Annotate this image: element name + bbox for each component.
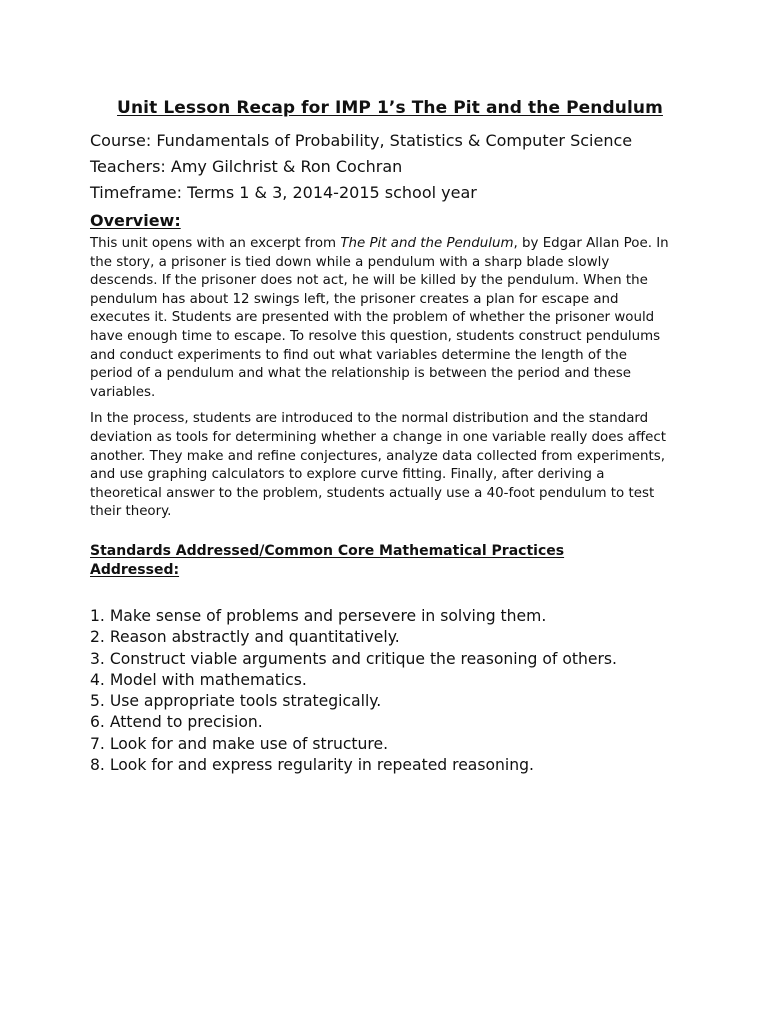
practice-item: 3. Construct viable arguments and critique the reasoning of others. [90, 649, 617, 668]
course-line: Course: Fundamentals of Probability, Statistics & Computer Science [90, 131, 633, 150]
timeframe-line: Timeframe: Terms 1 & 3, 2014-2015 school year [90, 183, 477, 202]
document-title: Unit Lesson Recap for IMP 1’s The Pit and the Pendulum [117, 98, 663, 118]
practice-item: 4. Model with mathematics. [90, 670, 307, 689]
overview-paragraph-2: In the process, students are introduced to the normal distribution and the standard deviation as tools for determining whether a change in one variable really does affect another. They make and refine conjectures, analyze data collected from experiments, and use graphing calculators to explore curve fitting. Finally, after deriving a theoretical answer to the problem, students actually use a 40-foot pendulum to test their theory. [90, 411, 666, 520]
overview-p1-rest: , by Edgar Allan Poe. In the story, a prisoner is tied down while a pendulum with a sharp blade slowly descends. If the prisoner does not act, he will be killed by the pendulum. When the pendulum has about 12 swings left, the prisoner creates a plan for escape and executes it. Students are presented with the problem of whether the prisoner would have enough time to escape. To resolve this question, students construct pendulums and conduct experiments to find out what variables determine the length of the period of a pendulum and what the relationship is between the period and these variables. [90, 236, 669, 400]
practice-item: 1. Make sense of problems and persevere in solving them. [90, 606, 547, 625]
book-title-italic: The Pit and the Pendulum [340, 236, 514, 251]
practice-item: 7. Look for and make use of structure. [90, 734, 389, 753]
overview-p1-lead: This unit opens with an excerpt from [90, 236, 341, 251]
practice-item: 5. Use appropriate tools strategically. [90, 692, 382, 711]
overview-paragraph-1 [90, 235, 670, 402]
document-page [90, 96, 690, 776]
practice-item: 8. Look for and express regularity in repeated reasoning. [90, 755, 534, 774]
teachers-line: Teachers: Amy Gilchrist & Ron Cochran [90, 157, 403, 176]
overview-heading: Overview: [90, 211, 181, 230]
practice-item: 2. Reason abstractly and quantitatively. [90, 628, 400, 647]
practice-item: 6. Attend to precision. [90, 713, 263, 732]
standards-heading: Standards Addressed/Common Core Mathematical Practices Addressed: [90, 542, 565, 578]
practices-list [90, 606, 680, 776]
